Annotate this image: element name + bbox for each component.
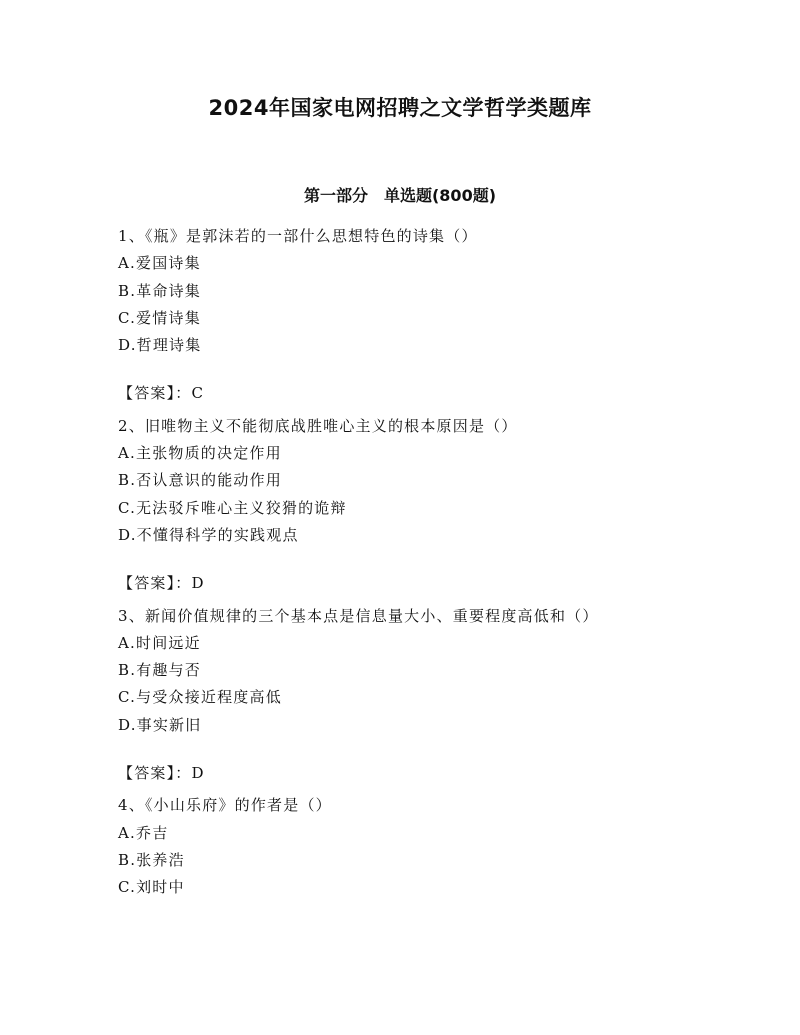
question-stem: 2、旧唯物主义不能彻底战胜唯心主义的根本原因是（） — [118, 416, 518, 435]
answer-label: 【答案】：D — [118, 764, 205, 783]
question-3 — [118, 603, 718, 788]
question-2 — [118, 413, 718, 598]
option-b: B.革命诗集 — [118, 281, 201, 300]
option-d: D.不懂得科学的实践观点 — [118, 525, 299, 544]
option-b: B.张养浩 — [118, 850, 185, 869]
section-title: 第一部分 单选题(800题) — [303, 186, 497, 205]
option-a: A.主张物质的决定作用 — [118, 444, 282, 463]
answer-label: 【答案】：D — [118, 574, 205, 593]
option-c: C.无法驳斥唯心主义狡猾的诡辩 — [118, 498, 347, 517]
question-1 — [118, 223, 718, 408]
option-d: D.事实新旧 — [118, 715, 202, 734]
option-a: A.乔吉 — [118, 823, 169, 842]
option-c: C.与受众接近程度高低 — [118, 688, 282, 707]
document-title: 2024年国家电网招聘之文学哲学类题库 — [208, 96, 592, 120]
option-d: D.哲理诗集 — [118, 336, 202, 355]
option-a: A.时间远近 — [118, 633, 201, 652]
option-b: B.否认意识的能动作用 — [118, 471, 282, 490]
option-c: C.刘时中 — [118, 878, 185, 897]
option-a: A.爱国诗集 — [118, 254, 201, 273]
answer-label: 【答案】：C — [118, 384, 205, 403]
question-stem: 1、《瓶》是郭沫若的一部什么思想特色的诗集（） — [118, 227, 478, 245]
question-stem: 3、新闻价值规律的三个基本点是信息量大小、重要程度高低和（） — [118, 606, 599, 625]
question-stem: 4、《小山乐府》的作者是（） — [118, 796, 332, 815]
option-b: B.有趣与否 — [118, 661, 201, 680]
question-4 — [118, 792, 718, 901]
question-list — [118, 223, 718, 902]
option-c: C.爱情诗集 — [118, 308, 201, 327]
